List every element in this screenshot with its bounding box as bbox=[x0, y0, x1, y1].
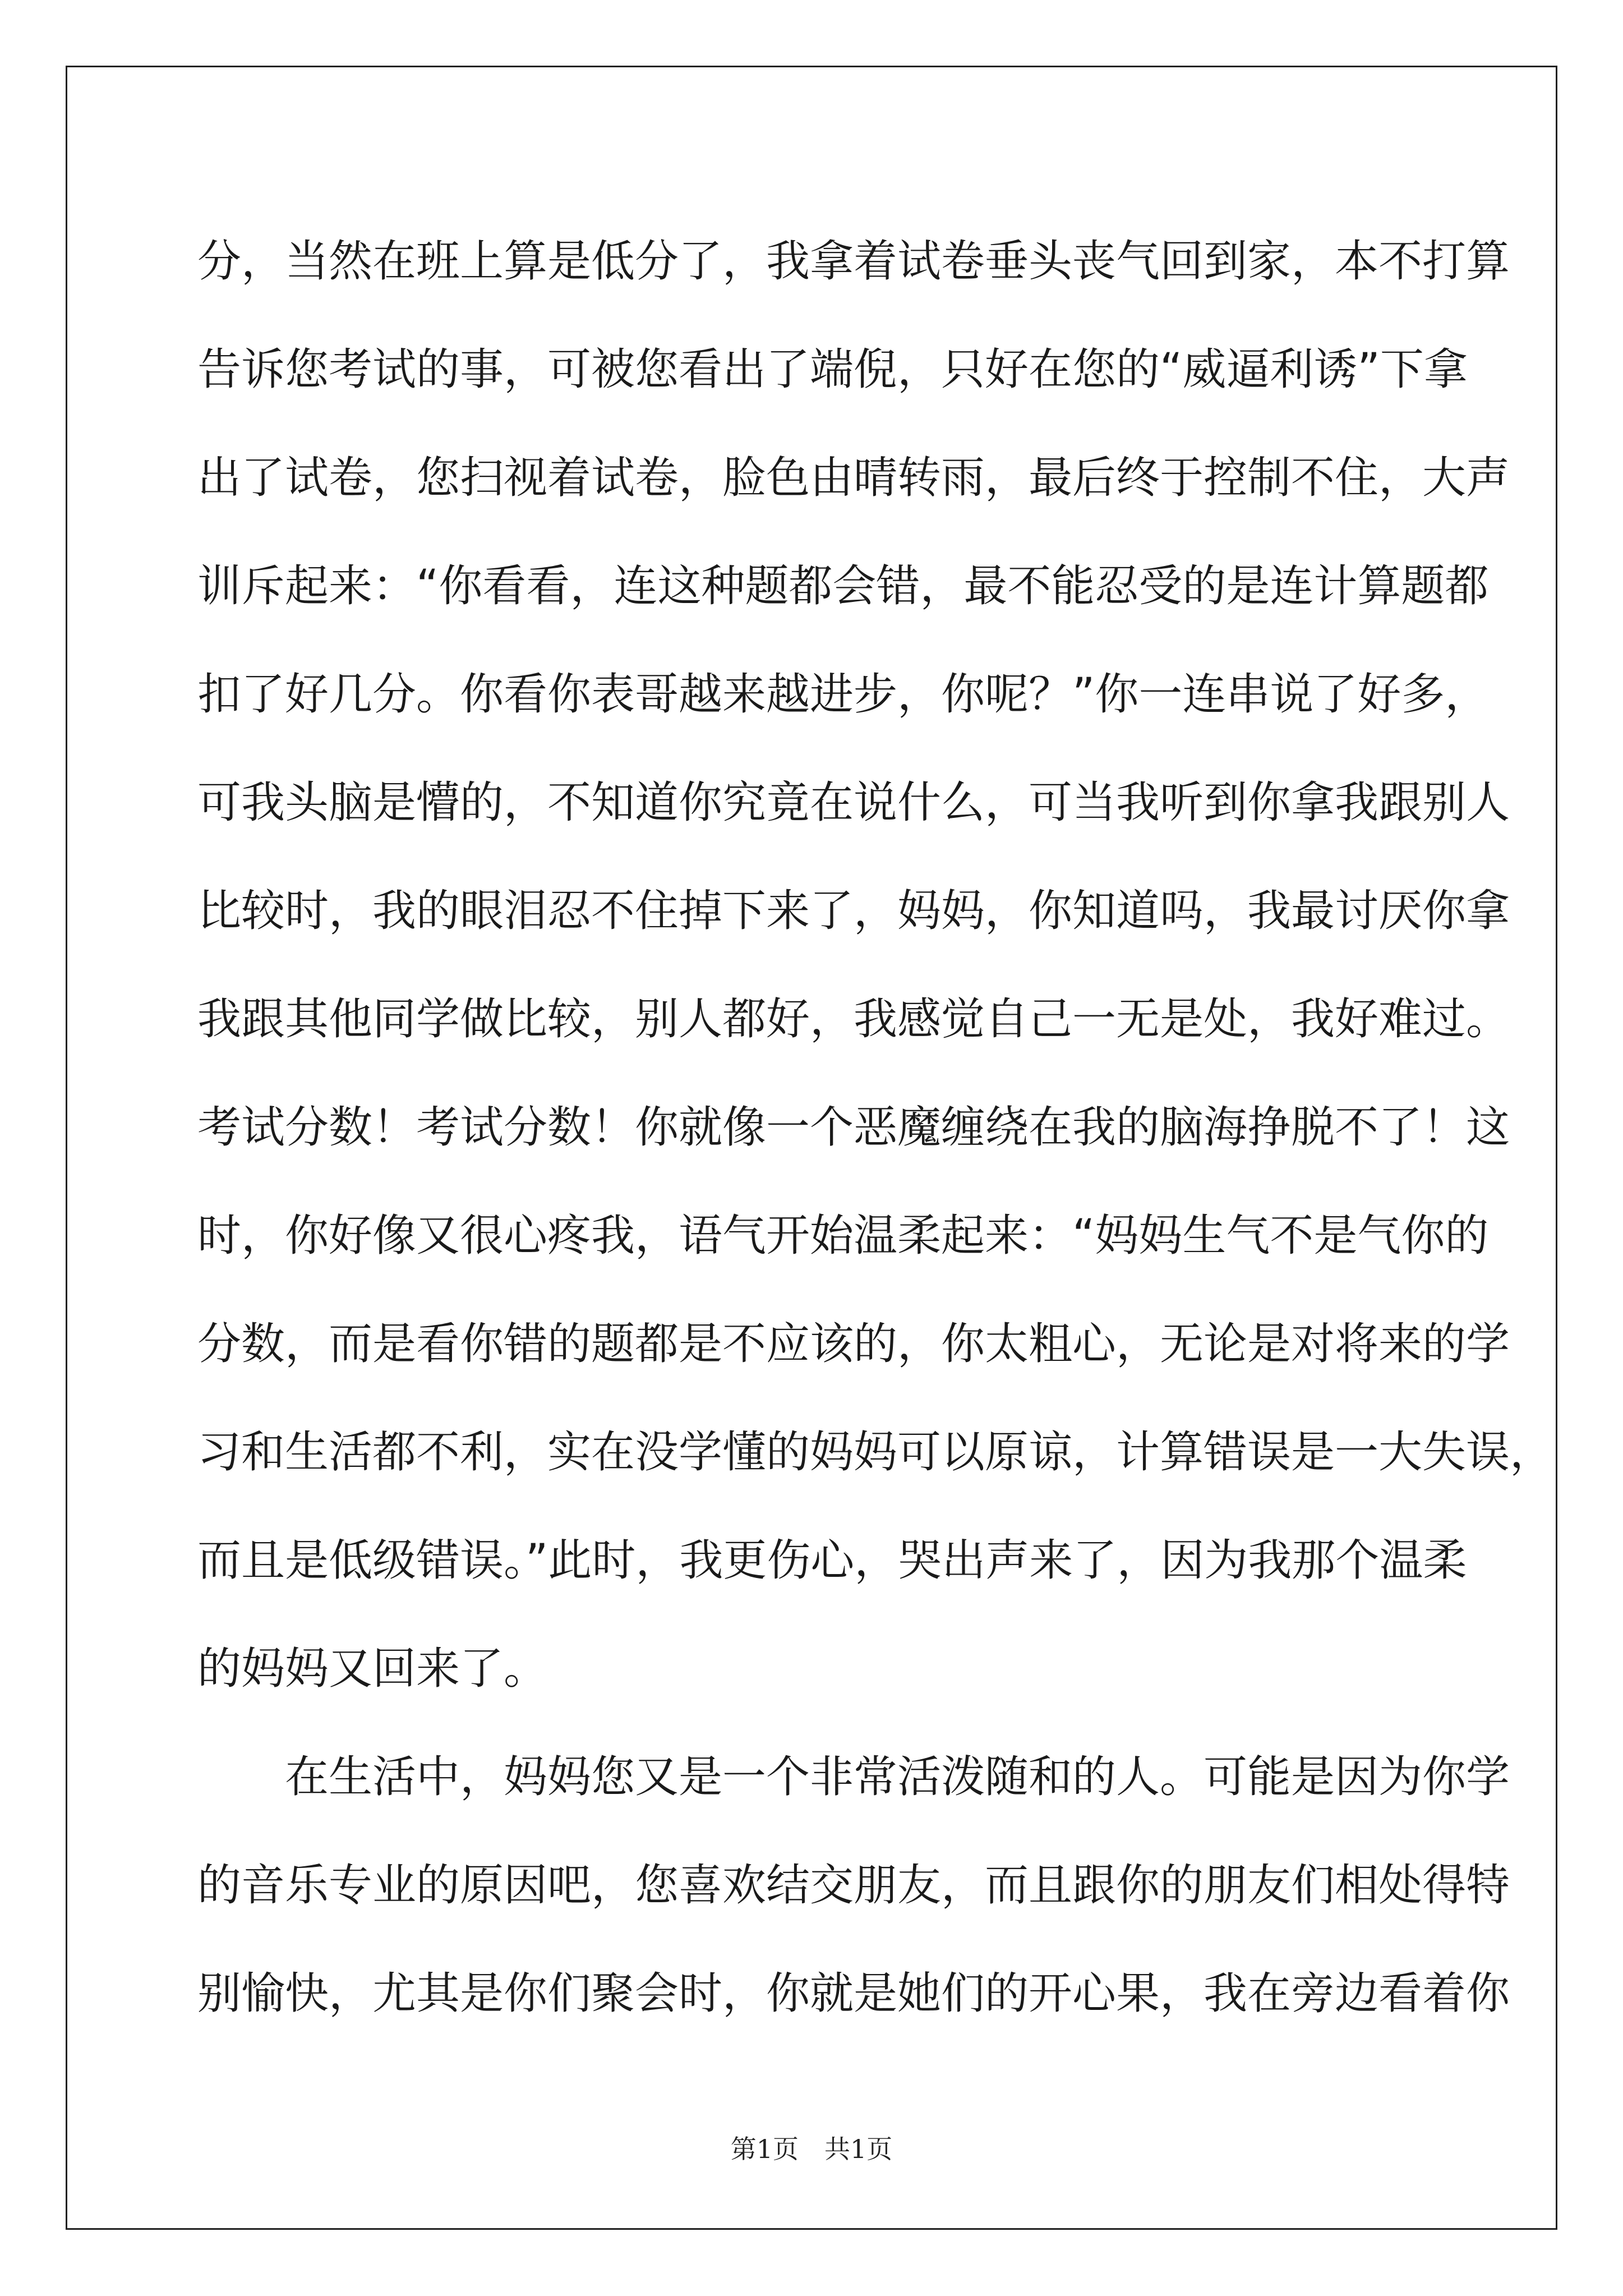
text-line: 考试分数！考试分数！你就像一个恶魔缠绕在我的脑海挣脱不了！这 bbox=[197, 1102, 1510, 1153]
paragraph-start-line: 在生活中，妈妈您又是一个非常活泼随和的人。可能是因为你学 bbox=[285, 1752, 1510, 1802]
document-body bbox=[197, 208, 1554, 2048]
text-line: 分，当然在班上算是低分了，我拿着试卷垂头丧气回到家，本不打算 bbox=[197, 236, 1510, 287]
text-line: 出了试卷，您扫视着试卷，脸色由晴转雨，最后终于控制不住，大声 bbox=[197, 453, 1510, 503]
text-line: 别愉快，尤其是你们聚会时，你就是她们的开心果，我在旁边看着你 bbox=[197, 1968, 1510, 2019]
text-line: 时，你好像又很心疼我，语气开始温柔起来：“妈妈生气不是气你的 bbox=[197, 1211, 1489, 1261]
text-line: 而且是低级错误。”此时，我更伤心，哭出声来了，因为我那个温柔 bbox=[197, 1535, 1467, 1586]
text-line: 我跟其他同学做比较，别人都好，我感觉自己一无是处，我好难过。 bbox=[197, 994, 1510, 1045]
text-line: 训斥起来：“你看看，连这种题都会错，最不能忍受的是连计算题都 bbox=[197, 561, 1489, 611]
text-line: 比较时，我的眼泪忍不住掉下来了，妈妈，你知道吗，我最讨厌你拿 bbox=[197, 886, 1510, 936]
text-line: 的音乐专业的原因吧，您喜欢结交朋友，而且跟你的朋友们相处得特 bbox=[197, 1860, 1510, 1911]
text-line: 习和生活都不利，实在没学懂的妈妈可以原谅，计算错误是一大失误， bbox=[197, 1427, 1554, 1478]
text-line: 分数，而是看你错的题都是不应该的，你太粗心，无论是对将来的学 bbox=[197, 1319, 1510, 1369]
text-line: 的妈妈又回来了。 bbox=[197, 1644, 548, 1694]
text-line: 告诉您考试的事，可被您看出了端倪，只好在您的“威逼利诱”下拿 bbox=[197, 344, 1468, 395]
page-number-footer: 第1页 共1页 bbox=[730, 2134, 893, 2164]
text-line: 扣了好几分。你看你表哥越来越进步，你呢？”你一连串说了好多， bbox=[197, 669, 1489, 720]
text-line: 可我头脑是懵的，不知道你究竟在说什么，可当我听到你拿我跟别人 bbox=[197, 777, 1510, 828]
